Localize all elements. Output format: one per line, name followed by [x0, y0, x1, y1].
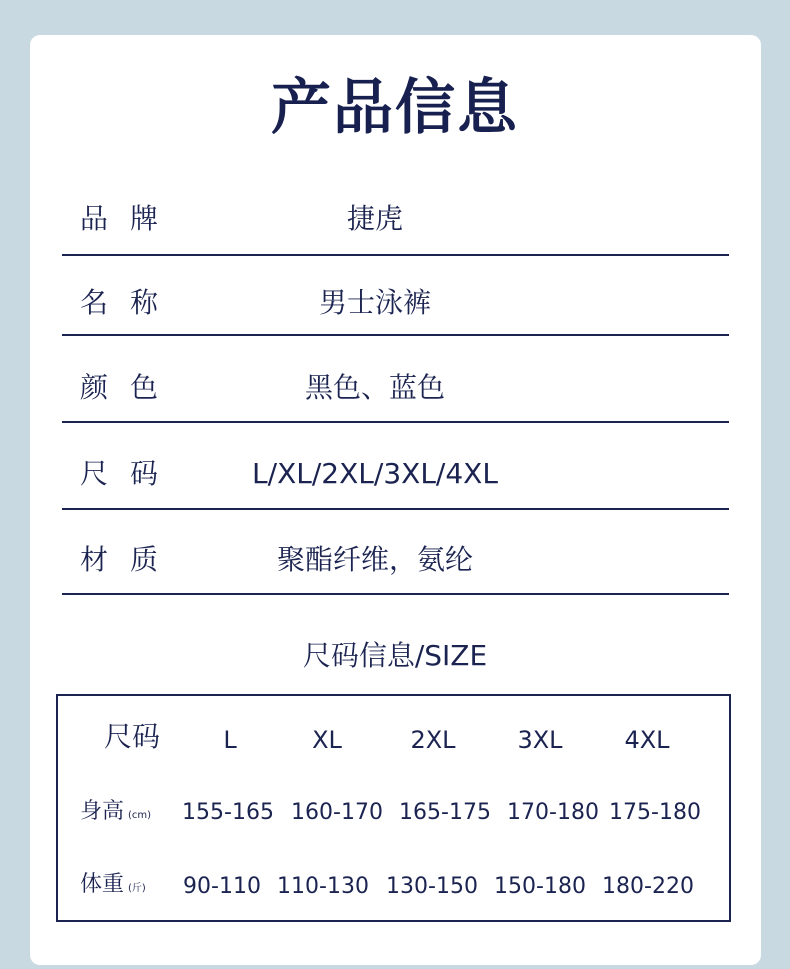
info-value-name: 男士泳裤 — [318, 286, 431, 319]
info-row-name — [62, 281, 729, 336]
weight-unit: (斤) — [128, 883, 146, 894]
info-value-material: 聚酯纤维，氨纶 — [276, 543, 473, 576]
size-section-title: 尺码信息/SIZE — [302, 639, 488, 672]
info-value-color: 黑色、蓝色 — [304, 371, 445, 404]
info-label-color: 颜色 — [80, 371, 181, 404]
size-col-4xl: 4XL — [624, 726, 670, 754]
info-label-brand: 品牌 — [80, 202, 181, 235]
size-col-l: L — [223, 726, 237, 754]
height-row-label — [80, 797, 151, 831]
info-row-brand — [62, 197, 729, 256]
info-row-material — [62, 538, 729, 595]
info-row-color — [62, 366, 729, 423]
height-value: 155-165 — [182, 800, 274, 825]
weight-label: 体重 — [80, 872, 125, 897]
weight-value: 180-220 — [602, 874, 694, 899]
height-value: 175-180 — [609, 800, 701, 825]
info-row-size — [62, 452, 729, 510]
info-label-size: 尺码 — [80, 457, 181, 490]
weight-value: 150-180 — [494, 874, 586, 899]
size-col-3xl: 3XL — [517, 726, 563, 754]
size-col-2xl: 2XL — [410, 726, 456, 754]
weight-value: 90-110 — [183, 874, 261, 899]
height-unit: (cm) — [128, 810, 152, 821]
height-value: 170-180 — [507, 800, 599, 825]
info-value-size: L/XL/2XL/3XL/4XL — [252, 457, 498, 490]
weight-row-label — [80, 870, 146, 904]
info-label-name: 名称 — [80, 286, 181, 319]
page-title: 产品信息 — [271, 73, 519, 143]
height-label: 身高 — [80, 799, 125, 824]
size-header-label: 尺码 — [104, 720, 161, 753]
height-value: 165-175 — [399, 800, 491, 825]
info-value-brand: 捷虎 — [346, 202, 403, 235]
weight-value: 130-150 — [386, 874, 478, 899]
size-col-xl: XL — [312, 726, 342, 754]
weight-value: 110-130 — [277, 874, 369, 899]
info-label-material: 材质 — [80, 543, 181, 576]
height-value: 160-170 — [291, 800, 383, 825]
